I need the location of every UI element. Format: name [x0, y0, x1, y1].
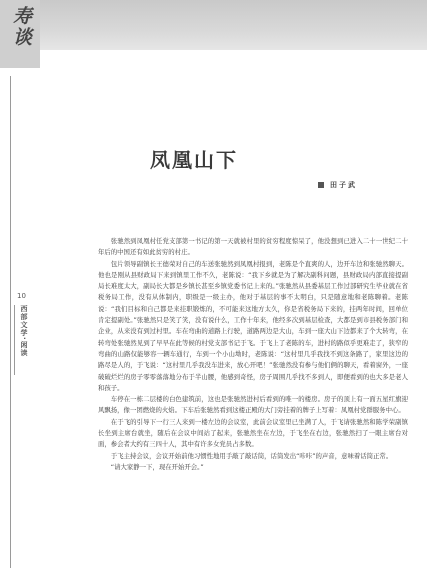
journal-name: 西部文学·闲读: [20, 305, 28, 357]
margin-rule: [10, 76, 11, 568]
margin-rule-secondary: [14, 305, 15, 375]
paragraph: 包片领导副镇长王德荣对自己的车送张驰然到凤凰村报到，老陈是个直爽的人，边开车边和张驰然聊天。他也是刚从县财政局下来到镇里工作不久，老陈说：“我下乡就是为了解决副科问题，县财政局内部直接提副局长难度太大，副局长大都是乡镇长甚至乡镇党委书记上来的。”张驰然从县委基层工作过部研究生毕业就在省税务局工作，没有从体制内，职级是一级主办，他对于基层的事不太明白，只是随意地和老陈聊着。老陈说：“我们目标和自己都是来挂职锻炼的，不可能来这地方太久，你是省税务局下来的，挂两年时间，回单位肯定提副处。”张驰然只是笑了笑，没有说什么，工作十年来，他经多次到基层检查，大都是到市县税务部门和企业，从来没有到过村里。车在弯曲的道路上行驶，道路两边是大山，车到一座大山下边都来了个大转弯，在转弯处张驰然见到了早早在此等候的村党支部书记于飞。于飞上了老陈的车，进村的路似乎更难走了，狭窄的弯曲的山路仅能够容一辆车通行，车到一个小山坳时，老陈说：“这村里几乎我找不到这条路了，家里这边的路尽是人的，于飞说：“这村里几乎我没车进来，放心开吧！”张驰然没有参与他们俩的聊天，看着窗外，一座破破烂烂的房子零零落落地分布于半山腰，他感到奇怪，房子周围几乎找不多到人，即便看到的也大多是老人和孩子。: [98, 259, 408, 392]
paragraph: 在于飞的引导下一行三人来到一楼左边的会议室，此前会议室里已坐满了人，于飞请张驰然和陈学荣副镇长坐到主席台就坐，随后在会议中间站了起来，张驰然坐在左边，于飞坐在右边，张驰然扫了一眼主席台对面，参会者大约有三四十人，其中有许多女党员占多数。: [98, 417, 408, 449]
paragraph: 张驰然到凤凰村任党支部第一书记的第一天就被村里的贫穷程度惊呆了，他没想到已进入二十一世纪二十年后的中国还有如此贫穷的村庄。: [98, 237, 408, 257]
section-mark: 寿谈: [10, 6, 32, 48]
author-name: 田子武: [330, 181, 357, 189]
author-byline: [318, 179, 398, 191]
paragraph: 于飞主持会议，会议开始前他习惯性地用手敲了敲话筒，话筒发出“咔咔”的声音，意味着话筒正常。: [110, 451, 393, 460]
paragraph: 车停在一栋二层楼的白色建筑前，这也是张驰然进村后看到的唯一的楼房。房子的顶上有一面五星红旗迎风飘扬，像一团燃烧的火焰。下车后张驰然看到这楼正殿的大门旁挂着的牌子上写着：凤凰村党群服务中心。: [98, 395, 408, 415]
article-body: [98, 236, 408, 473]
paragraph: “请大家静一下，现在开始开会。”: [110, 462, 204, 471]
article-title: 凤凰山下: [150, 148, 238, 172]
page-number: 10: [17, 292, 26, 300]
header-band: [0, 0, 427, 50]
author-bullet-icon: [318, 182, 324, 188]
